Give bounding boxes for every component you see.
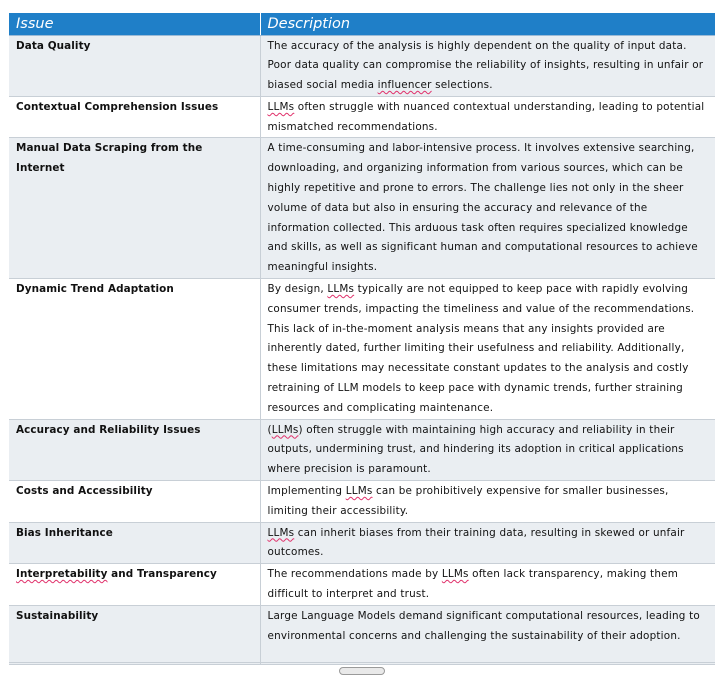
description-cell[interactable]: LLMs can inherit biases from their training data, resulting in skewed or unfair outcomes. bbox=[260, 522, 715, 564]
table-row bbox=[9, 564, 715, 606]
table-row bbox=[9, 481, 715, 523]
description-cell[interactable]: The recommendations made by LLMs often lack transparency, making them difficult to interpret and trust. bbox=[260, 564, 715, 606]
description-cell[interactable]: A time-consuming and labor-intensive process. It involves extensive searching, downloading, and organizing information from various sources, which can be highly repetitive and prone to errors. The challenge lies not only in the sheer volume of data but also in ensuring the accuracy and relevance of the information collected. This arduous task often requires specialized knowledge and skills, as well as significant human and computational resources to achieve meaningful insights. bbox=[260, 138, 715, 279]
column-header-description: Description bbox=[260, 13, 715, 35]
issue-cell[interactable]: Dynamic Trend Adaptation bbox=[9, 279, 260, 420]
table-row bbox=[9, 279, 715, 420]
issues-table-container bbox=[9, 13, 715, 665]
table-row bbox=[9, 96, 715, 138]
table-row bbox=[9, 35, 715, 96]
issue-cell[interactable]: Bias Inheritance bbox=[9, 522, 260, 564]
table-row bbox=[9, 138, 715, 279]
issue-cell[interactable]: Sustainability bbox=[9, 605, 260, 664]
table-row bbox=[9, 605, 715, 664]
issue-cell[interactable]: Data Quality bbox=[9, 35, 260, 96]
table-header-row bbox=[9, 13, 715, 35]
issues-table bbox=[9, 13, 715, 665]
description-cell[interactable]: By design, LLMs typically are not equipped to keep pace with rapidly evolving consumer trends, impacting the timeliness and value of the recommendations. This lack of in-the-moment analysis means that any insights provided are inherently dated, further limiting their usefulness and reliability. Additionally, these limitations may necessitate constant updates to the analysis and costly retraining of LLM models to keep pace with dynamic trends, further straining resources and complicating maintenance. bbox=[260, 279, 715, 420]
description-cell[interactable]: The accuracy of the analysis is highly dependent on the quality of input data. Poor data quality can compromise the reliability of insights, resulting in unfair or biased social media influencer selections. bbox=[260, 35, 715, 96]
horizontal-scroll-thumb[interactable] bbox=[339, 667, 385, 675]
table-bottom-edge bbox=[9, 662, 715, 663]
description-cell[interactable]: Large Language Models demand significant computational resources, leading to environmental concerns and challenging the sustainability of their adoption. bbox=[260, 605, 715, 664]
table-row bbox=[9, 522, 715, 564]
issue-cell[interactable]: Costs and Accessibility bbox=[9, 481, 260, 523]
column-header-issue: Issue bbox=[9, 13, 260, 35]
table-row bbox=[9, 419, 715, 480]
issue-cell[interactable]: Accuracy and Reliability Issues bbox=[9, 419, 260, 480]
description-cell[interactable]: LLMs often struggle with nuanced contextual understanding, leading to potential mismatched recommendations. bbox=[260, 96, 715, 138]
description-cell[interactable]: (LLMs) often struggle with maintaining high accuracy and reliability in their outputs, undermining trust, and hindering its adoption in critical applications where precision is paramount. bbox=[260, 419, 715, 480]
issue-cell[interactable]: Contextual Comprehension Issues bbox=[9, 96, 260, 138]
issue-cell[interactable]: Manual Data Scraping from the Internet bbox=[9, 138, 260, 279]
description-cell[interactable]: Implementing LLMs can be prohibitively expensive for smaller businesses, limiting their accessibility. bbox=[260, 481, 715, 523]
issue-cell[interactable]: Interpretability and Transparency bbox=[9, 564, 260, 606]
